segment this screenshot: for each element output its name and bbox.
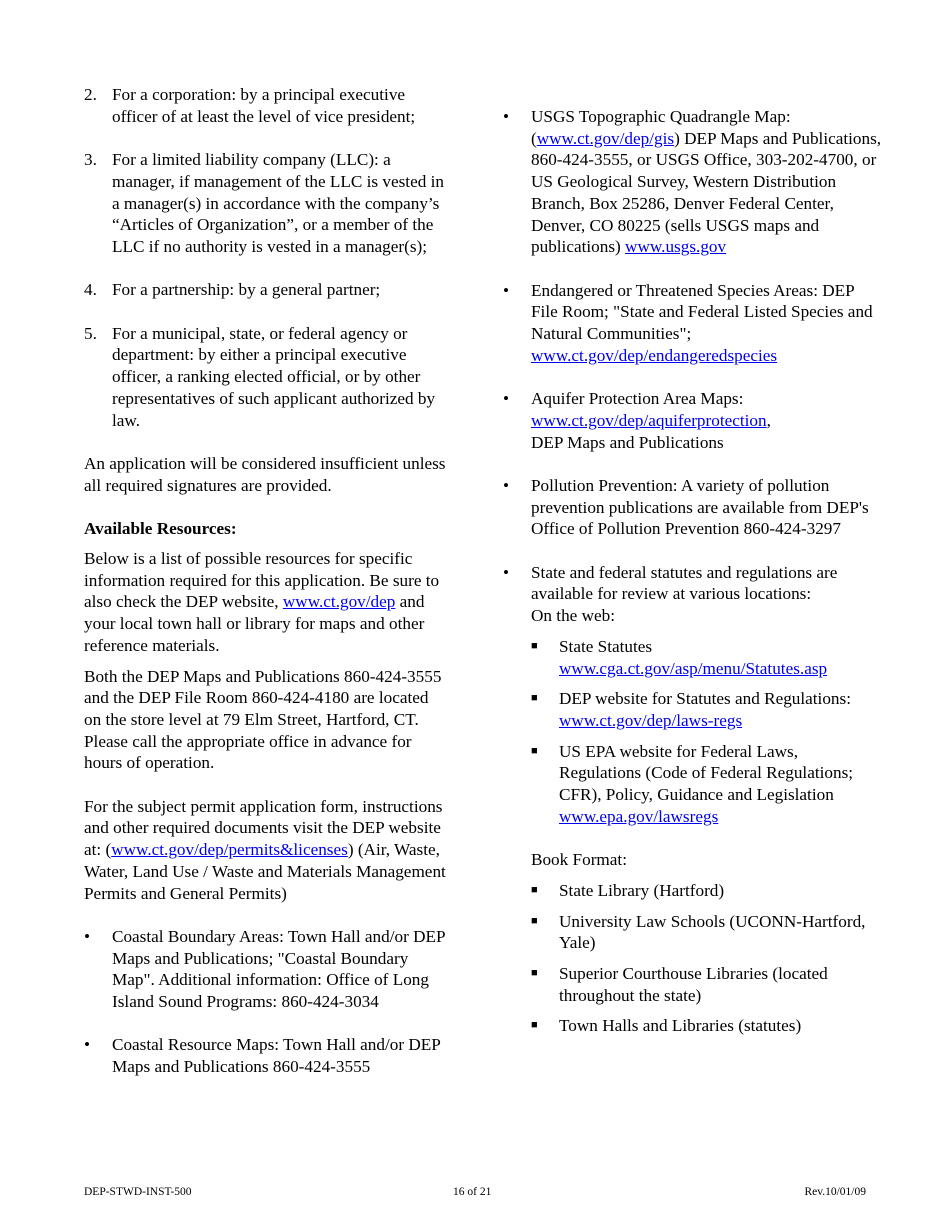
- statutes-text: State and federal statutes and regulations are available for review at various locations: On the web:: [531, 562, 838, 626]
- dep-website-link[interactable]: www.ct.gov/dep: [282, 592, 396, 612]
- item-text: For a corporation: by a principal executive officer of at least the level of vice president;: [112, 85, 416, 126]
- numbered-item: [84, 279, 449, 301]
- list-item: [84, 1034, 449, 1077]
- laws-regs-link[interactable]: www.ct.gov/dep/laws-regs: [559, 710, 743, 730]
- page-number: 16 of 21: [453, 1186, 492, 1198]
- square-bullet-icon: ■: [531, 692, 538, 705]
- insufficient-note: An application will be considered insufficient unless all required signatures are provided.: [84, 453, 446, 495]
- bullet-icon: •: [84, 926, 91, 946]
- book-resource-item: ■ University Law Schools (UCONN-Hartford, Yale): [531, 911, 866, 953]
- aquifer-text: Aquifer Protection Area Maps: www.ct.gov/dep/aquiferprotection, DEP Maps and Publications: [531, 389, 771, 452]
- usgs-text: USGS Topographic Quadrangle Map: (www.ct.gov/dep/gis) DEP Maps and Publications, 860-424-3555, or USGS Office, 303-202-4700, or US Geological Survey, Western Distribution Branch, Box 25286, Denver Federal Center, Denver, CO 80225 (sells USGS maps and publications) www.usgs.gov: [531, 107, 882, 257]
- square-bullet-icon: ■: [531, 639, 538, 652]
- bullet-icon: •: [503, 389, 510, 409]
- section-heading: Available Resources:: [84, 519, 237, 539]
- web-resource-item: ■ US EPA website for Federal Laws, Regulations (Code of Federal Regulations; CFR), Policy, Guidance and Legislation www.epa.gov/lawsregs: [531, 741, 854, 826]
- book-format-label: Book Format:: [531, 850, 627, 870]
- epa-laws-link[interactable]: www.epa.gov/lawsregs: [559, 806, 719, 826]
- square-bullet-icon: ■: [531, 914, 538, 927]
- item-number: 2.: [84, 85, 97, 104]
- endangered-species-link[interactable]: www.ct.gov/dep/endangeredspecies: [531, 345, 778, 365]
- numbered-item: [84, 149, 449, 258]
- numbered-item: [84, 84, 449, 127]
- bullet-icon: •: [503, 107, 510, 126]
- item-number: 3.: [84, 150, 97, 170]
- permits-licenses-link[interactable]: www.ct.gov/dep/permits&licenses: [111, 840, 348, 860]
- form-id: DEP-STWD-INST-500: [84, 1186, 192, 1198]
- list-item: [503, 475, 883, 540]
- permit-info-para: For the subject permit application form, instructions and other required documents visit the DEP website at: (www.ct.gov/dep/permits&licenses) (Air, Waste, Water, Land Use / Waste and Materials Management Permits and General Permits): [84, 796, 446, 903]
- square-bullet-icon: ■: [531, 744, 538, 757]
- web-resource-item: ■ DEP website for Statutes and Regulations: www.ct.gov/dep/laws-regs: [531, 689, 851, 730]
- coastal-boundary-text: Coastal Boundary Areas: Town Hall and/or DEP Maps and Publications; "Coastal Boundary Map". Additional information: Office of Long Island Sound Programs: 860-424-3034: [112, 926, 445, 1012]
- usgs-link[interactable]: www.usgs.gov: [625, 237, 727, 257]
- revision-date: Rev.10/01/09: [804, 1186, 866, 1198]
- pollution-prevention-text: Pollution Prevention: A variety of pollution prevention publications are available from DEP's Office of Pollution Prevention 860-424-3297: [531, 475, 869, 539]
- bullet-icon: •: [84, 1035, 91, 1055]
- bullet-icon: •: [503, 280, 510, 300]
- right-column: [503, 106, 883, 1046]
- aquifer-link[interactable]: www.ct.gov/dep/aquiferprotection: [531, 410, 767, 430]
- list-item: [503, 562, 883, 627]
- gis-link[interactable]: www.ct.gov/dep/gis: [536, 128, 675, 148]
- coastal-resource-text: Coastal Resource Maps: Town Hall and/or DEP Maps and Publications 860-424-3555: [112, 1035, 441, 1077]
- item-number: 5.: [84, 323, 97, 343]
- item-text: For a limited liability company (LLC): a manager, if management of the LLC is vested in a manager(s) in accordance with the company’s “Articles of Organization”, or a member of the LLC if no authority is vested in a manager(s);: [112, 150, 444, 256]
- resources-intro: Below is a list of possible resources for specific information required for this application. Be sure to also check the DEP website, www.ct.gov/dep and your local town hall or library for maps and other reference materials.: [84, 549, 440, 655]
- bullet-icon: •: [503, 562, 510, 582]
- list-item: [84, 926, 449, 1013]
- statutes-link[interactable]: www.cga.ct.gov/asp/menu/Statutes.asp: [559, 658, 828, 678]
- list-item: [503, 388, 883, 453]
- book-resource-item: ■ Town Halls and Libraries (statutes): [531, 1016, 802, 1036]
- on-web-label: On the web:: [531, 606, 616, 626]
- book-resource-item: ■ State Library (Hartford): [531, 880, 725, 900]
- list-item: [503, 106, 883, 258]
- endangered-species-text: Endangered or Threatened Species Areas: DEP File Room; "State and Federal Listed Species and Natural Communities"; www.ct.gov/dep/endangeredspecies: [531, 280, 873, 365]
- left-column: [84, 84, 449, 1100]
- maps-publications-para: Both the DEP Maps and Publications 860-424-3555 and the DEP File Room 860-424-4180 are located on the store level at 79 Elm Street, Hartford, CT. Please call the appropriate office in advance for hours of operation.: [84, 666, 442, 773]
- web-resource-item: ■ State Statutes www.cga.ct.gov/asp/menu/Statutes.asp: [531, 636, 828, 678]
- item-text: For a partnership: by a general partner;: [112, 280, 381, 300]
- item-text: For a municipal, state, or federal agency or department: by either a principal executive officer, a ranking elected official, or by other representatives of such applicant authorized by law.: [112, 323, 436, 430]
- item-number: 4.: [84, 280, 97, 300]
- square-bullet-icon: ■: [531, 966, 538, 979]
- square-bullet-icon: ■: [531, 1019, 538, 1032]
- numbered-item: [84, 323, 449, 432]
- square-bullet-icon: ■: [531, 883, 538, 896]
- book-resource-item: ■ Superior Courthouse Libraries (located throughout the state): [531, 963, 828, 1005]
- bullet-icon: •: [503, 475, 510, 495]
- list-item: [503, 280, 883, 367]
